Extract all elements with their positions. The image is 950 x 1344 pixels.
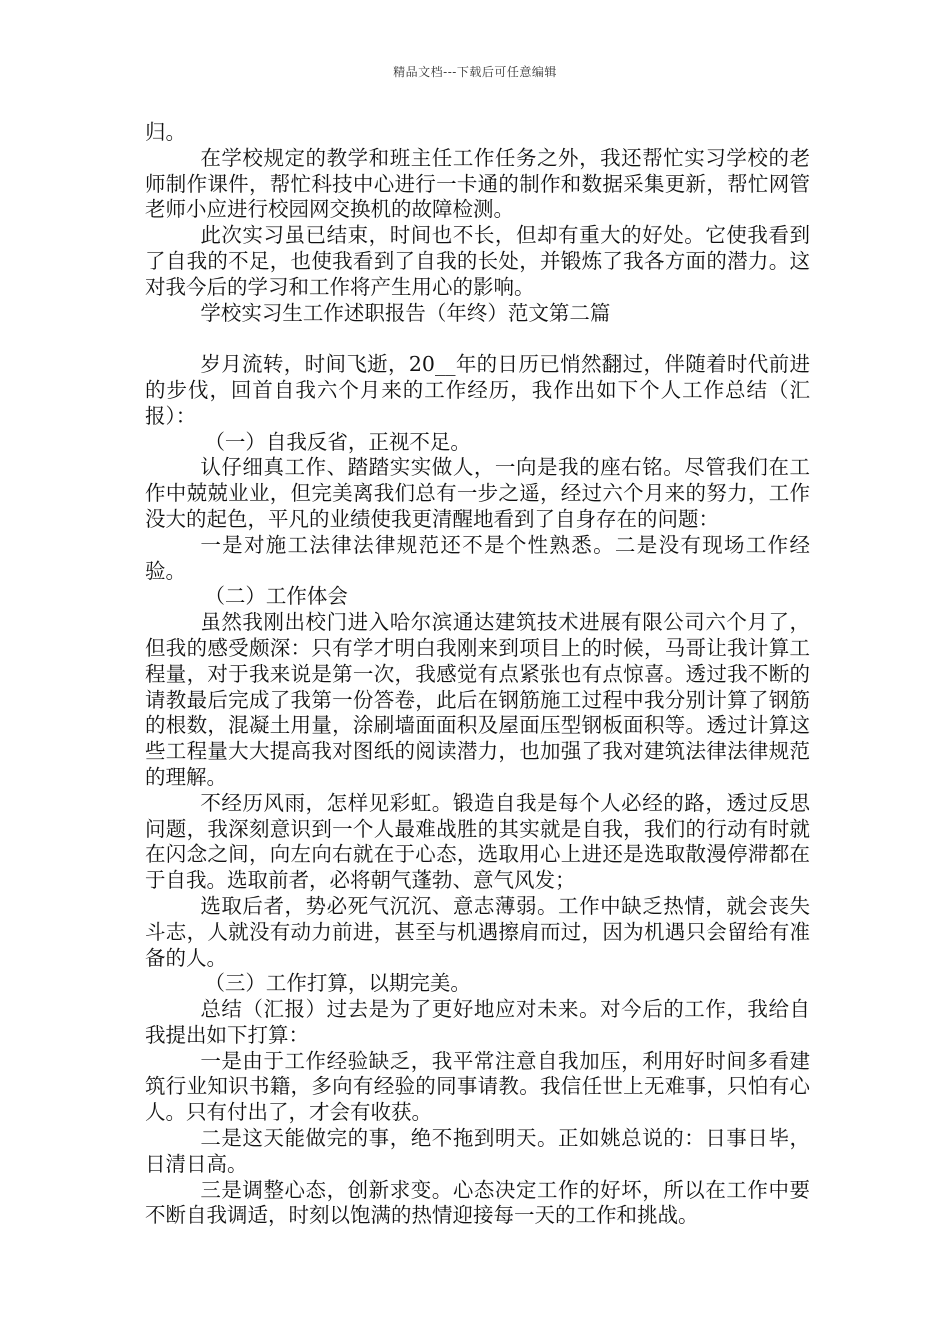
section-title: 学校实习生工作述职报告（年终）范文第二篇: [200, 300, 611, 325]
subheading: （二）工作体会: [204, 584, 348, 609]
paragraph: 归。: [145, 120, 186, 144]
page-header: 精品文档---下载后可任意编辑: [393, 65, 557, 79]
paragraph: 此次实习虽已结束，时间也不长，但却有重大的好处。它使我看到了自我的不足，也使我看到了自我的长处，并锻炼了我各方面的潜力。这对我今后的学习和工作将产生用心的影响。: [145, 223, 810, 299]
document-body: [145, 120, 810, 1229]
subheading: （三）工作打算，以期完美。: [204, 971, 471, 996]
paragraph: 在学校规定的教学和班主任工作任务之外，我还帮忙实习学校的老师制作课件，帮忙科技中心进行一卡通的制作和数据采集更新，帮忙网管老师小应进行校园网交换机的故障检测。: [145, 145, 810, 222]
paragraph: 二是这天能做完的事，绝不拖到明天。正如姚总说的：日事日毕，日清日高。: [145, 1126, 810, 1176]
paragraph: 三是调整心态，创新求变。心态决定工作的好坏，所以在工作中要不断自我调适，时刻以饱满的热情迎接每一天的工作和挑战。: [145, 1177, 810, 1228]
paragraph: 岁月流转，时间飞逝，20__年的日历已悄然翻过，伴随着时代前进的步伐，回首自我六个月来的工作经历，我作出如下个人工作总结（汇报）：: [145, 352, 810, 428]
paragraph: 一是对施工法律法律规范还不是个性熟悉。二是没有现场工作经验。: [145, 532, 810, 583]
paragraph: 认仔细真工作、踏踏实实做人，一向是我的座右铭。尽管我们在工作中兢兢业业，但完美离我们总有一步之遥，经过六个月来的努力，工作没大的起色，平凡的业绩使我更清醒地看到了自身存在的问题：: [145, 455, 810, 531]
paragraph: 不经历风雨，怎样见彩虹。锻造自我是每个人必经的路，透过反思问题，我深刻意识到一个人最难战胜的其实就是自我，我们的行动有时就在闪念之间，向左向右就在于心态，选取用心上进还是选取散漫停滞都在于自我。选取前者，必将朝气蓬勃、意气风发；: [145, 790, 810, 893]
subheading: （一）自我反省，正视不足。: [204, 429, 471, 454]
paragraph: 选取后者，势必死气沉沉、意志薄弱。工作中缺乏热情，就会丧失斗志，人就没有动力前进，甚至与机遇擦肩而过，因为机遇只会留给有准备的人。: [145, 893, 810, 970]
paragraph: 总结（汇报）过去是为了更好地应对未来。对今后的工作，我给自我提出如下打算：: [145, 997, 810, 1047]
paragraph: 一是由于工作经验缺乏，我平常注意自我加压，利用好时间多看建筑行业知识书籍，多向有经验的同事请教。我信任世上无难事，只怕有心人。只有付出了，才会有收获。: [145, 1048, 810, 1125]
paragraph: 虽然我刚出校门进入哈尔滨通达建筑技术进展有限公司六个月了，但我的感受颇深：只有学才明白我刚来到项目上的时候，马哥让我计算工程量，对于我来说是第一次，我感觉有点紧张也有点惊喜。透过我不断的请教最后完成了我第一份答卷，此后在钢筋施工过程中我分别计算了钢筋的根数，混凝土用量，涂刷墙面面积及屋面压型钢板面积等。透过计算这些工程量大大提高我对图纸的阅读潜力，也加强了我对建筑法律法律规范的理解。: [145, 610, 810, 789]
blank-line: [145, 326, 810, 352]
